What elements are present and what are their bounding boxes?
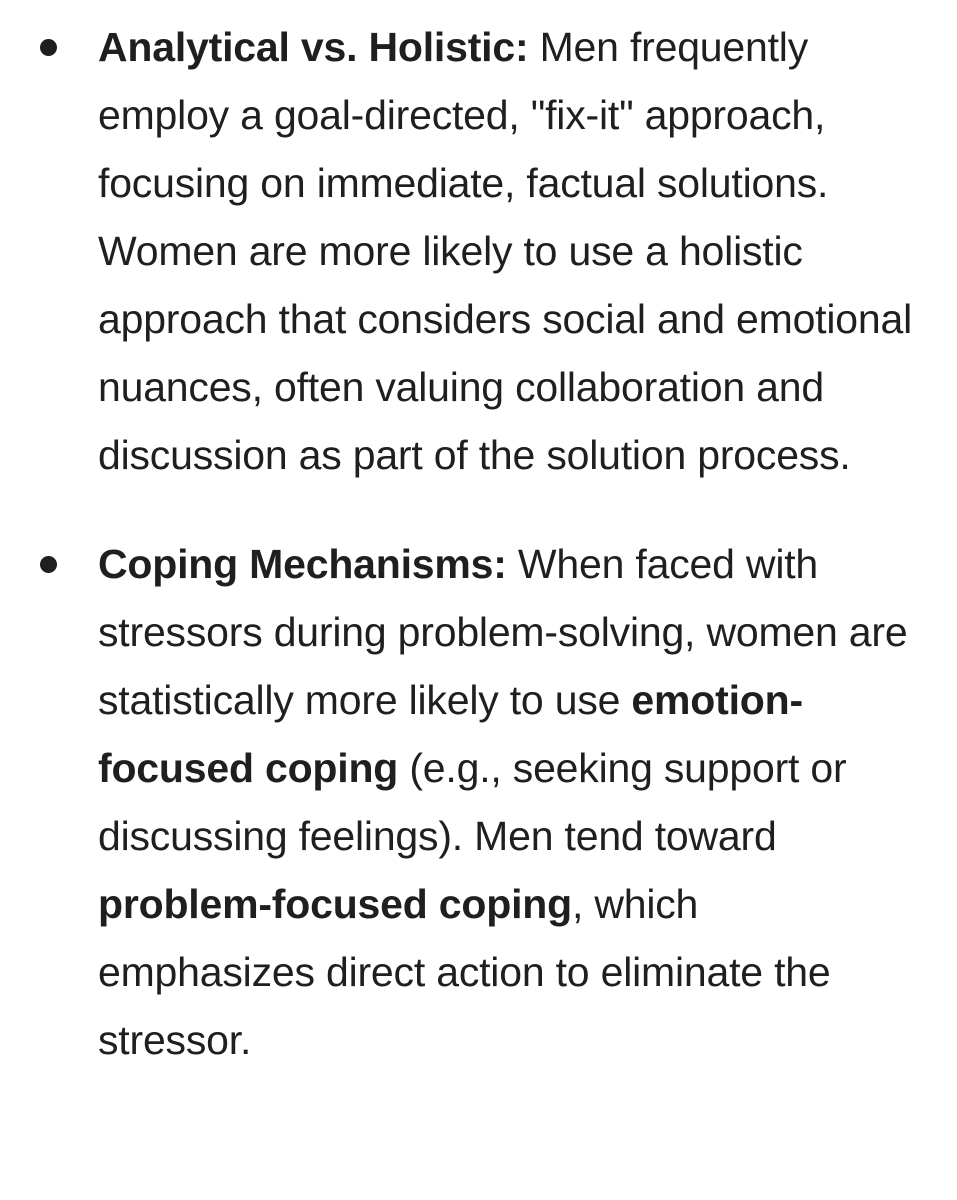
item-text: (e.g., seeking support or discussing feelings). Men tend toward (98, 745, 847, 859)
emphasis-emotion-focused: emotion-focused coping (98, 677, 803, 791)
bullet-dot-icon (40, 39, 57, 56)
item-text: , which emphasizes direct action to eliminate the stressor. (98, 881, 831, 1063)
item-text: Men frequently employ a goal-directed, "fix-it" approach, focusing on immediate, factual solutions. Women are more likely to use a holistic approach that considers social and emotional nuances, often valuing collaboration and discussion as part of the solution process. (98, 24, 912, 478)
bullet-dot-icon (40, 556, 57, 573)
list-item-coping-mechanisms (0, 530, 957, 1074)
list-item-analytical-vs-holistic (0, 13, 957, 489)
emphasis-problem-focused: problem-focused coping (98, 881, 572, 927)
item-term: Analytical vs. Holistic: (98, 24, 529, 70)
item-text: When faced with stressors during problem-solving, women are statistically more likely to use (98, 541, 908, 723)
bullet-list (0, 13, 957, 1074)
item-term: Coping Mechanisms: (98, 541, 507, 587)
